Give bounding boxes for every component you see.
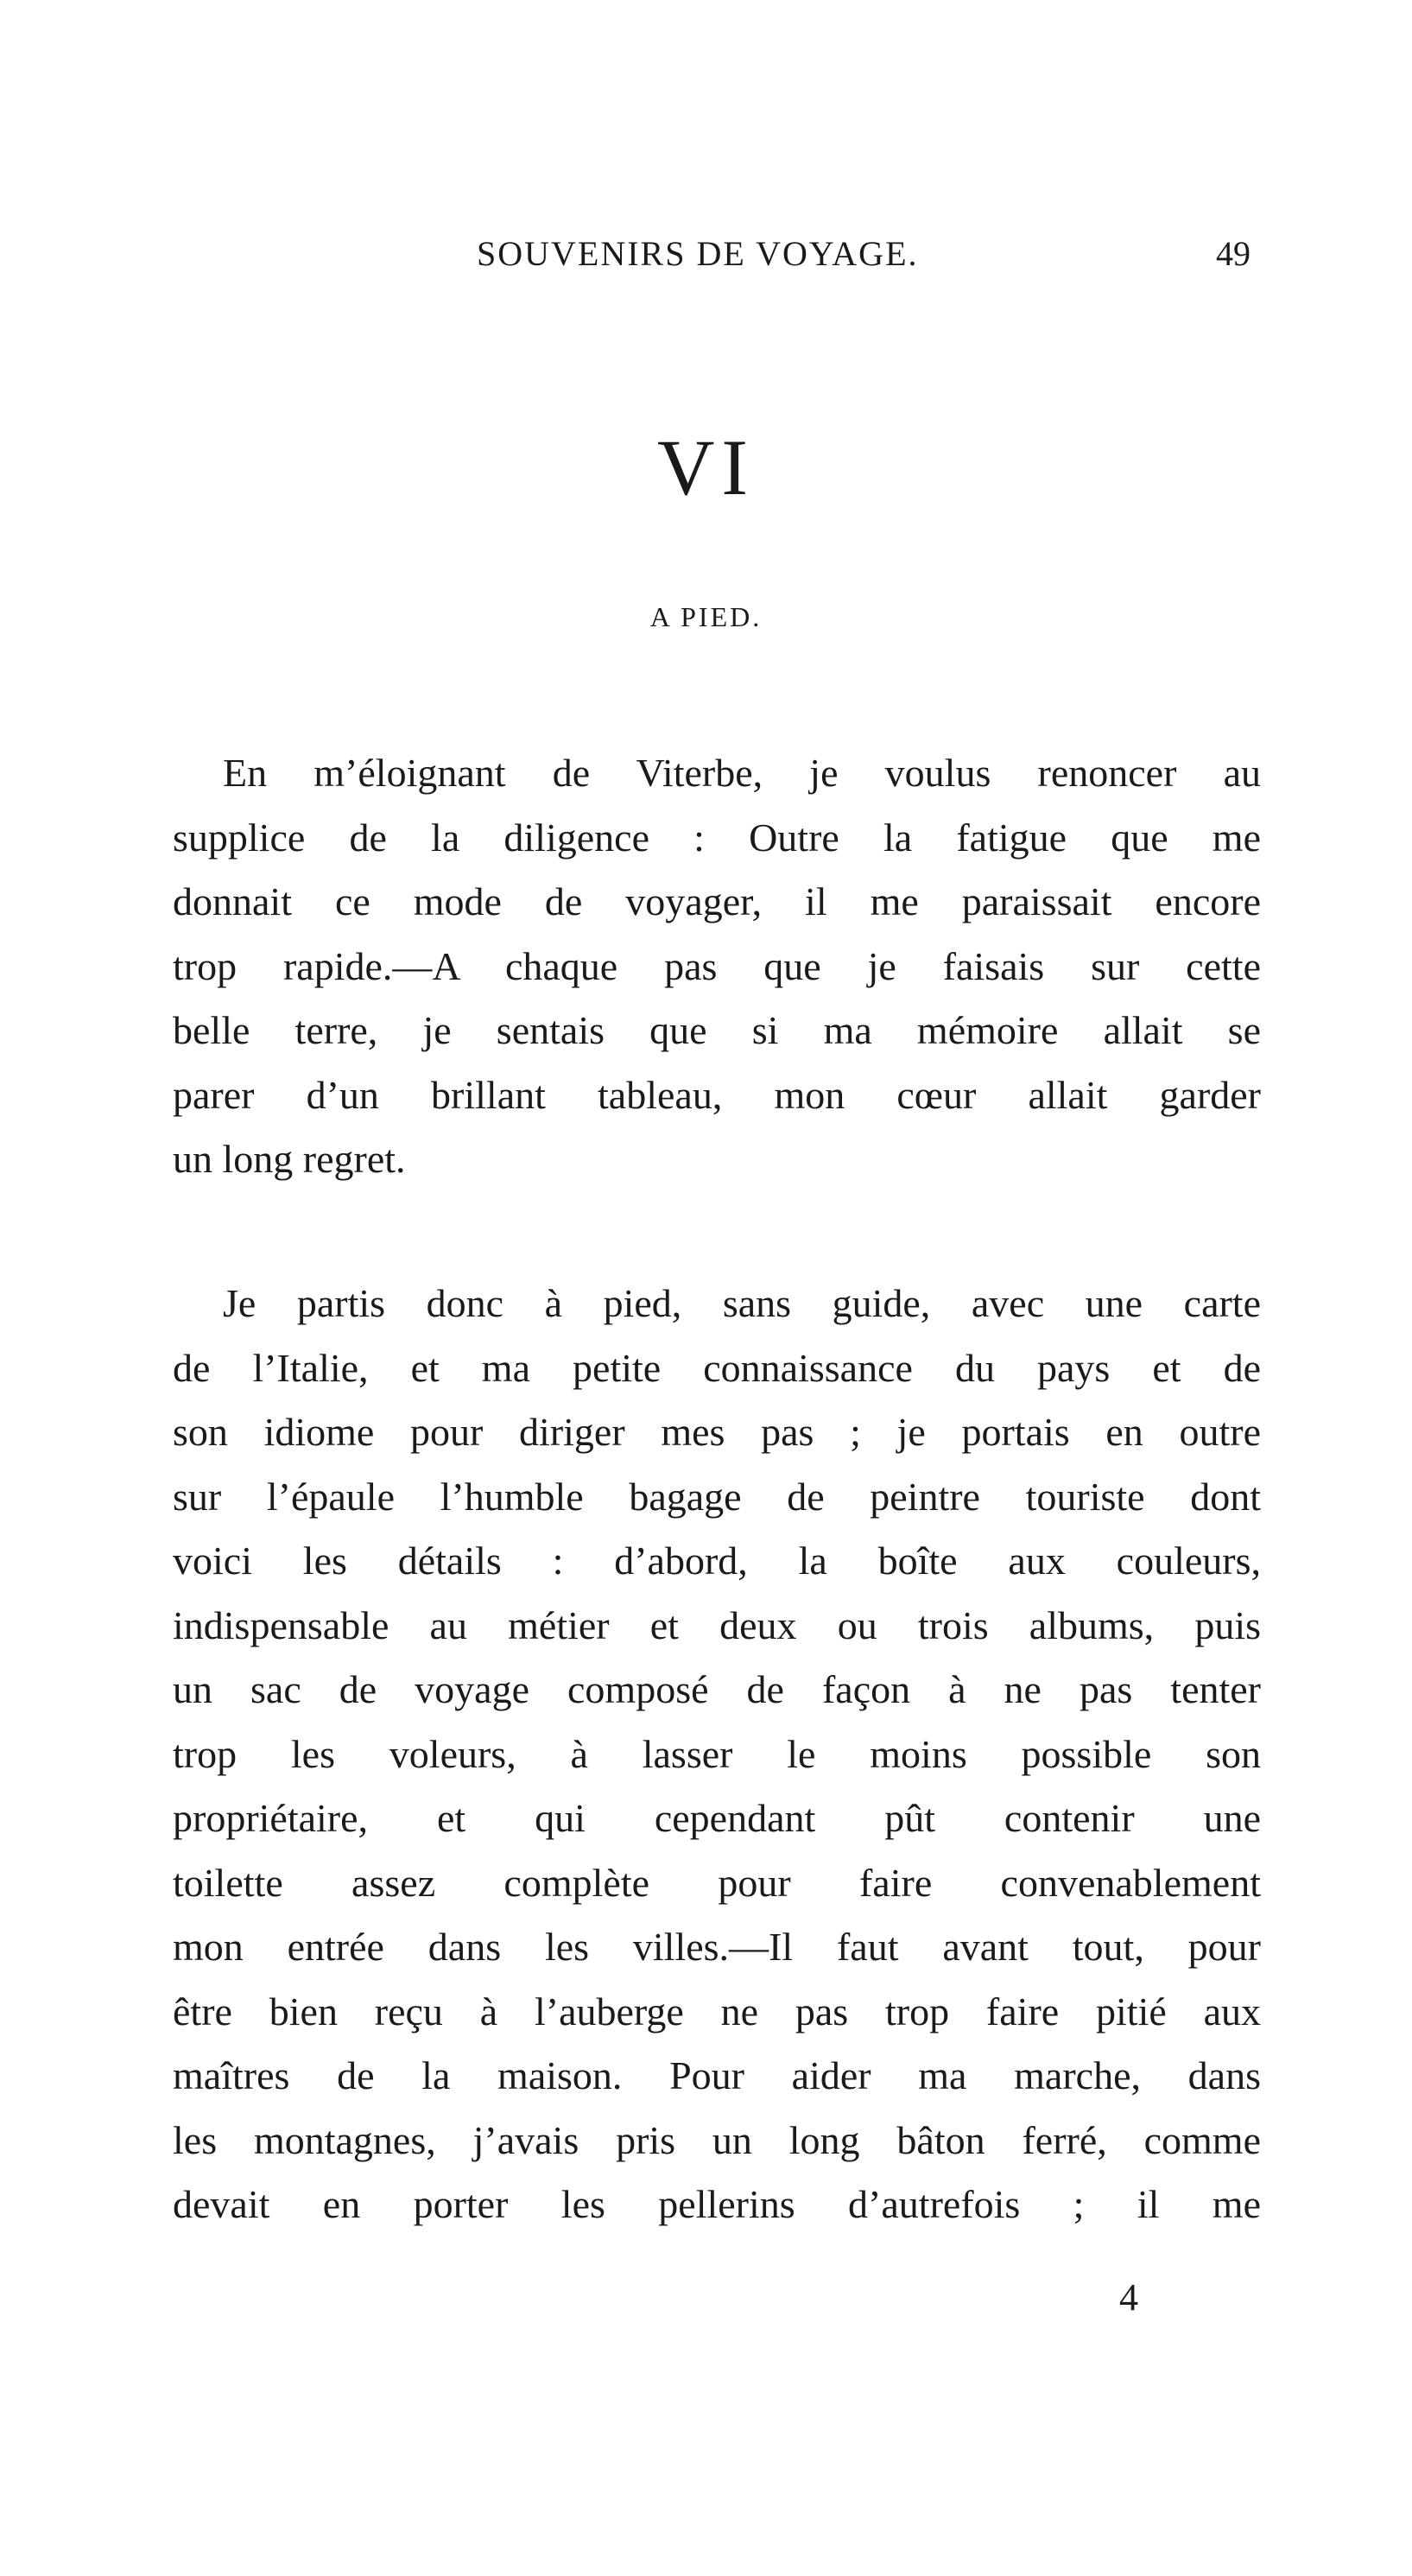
running-head <box>173 233 1261 285</box>
text-line: maîtres de la maison. Pour aider ma marche, dans <box>173 2053 1261 2097</box>
text-line: Je partis donc à pied, sans guide, avec une carte <box>223 1281 1261 1325</box>
text-line: mon entrée dans les villes.—Il faut avant tout, pour <box>173 1925 1261 1969</box>
text-line: être bien reçu à l’auberge ne pas trop faire pitié aux <box>173 1989 1261 2034</box>
text-line: voici les détails : d’abord, la boîte aux couleurs, <box>173 1539 1261 1583</box>
text-line: En m’éloignant de Viterbe, je voulus renoncer au <box>223 751 1261 795</box>
text-line: un long regret. <box>173 1137 406 1181</box>
text-line: devait en porter les pellerins d’autrefois ; il me <box>173 2182 1261 2226</box>
page-number: 49 <box>1216 234 1251 273</box>
paragraph-1 <box>173 741 1261 1192</box>
chapter-number: VI <box>656 423 756 511</box>
text-line: belle terre, je sentais que si ma mémoire allait se <box>173 1008 1261 1052</box>
text-line: propriétaire, et qui cependant pût contenir une <box>173 1796 1261 1840</box>
running-head-title: SOUVENIRS DE VOYAGE. <box>477 234 919 273</box>
text-line: sur l’épaule l’humble bagage de peintre touriste dont <box>173 1474 1261 1519</box>
text-line: son idiome pour diriger mes pas ; je portais en outre <box>173 1410 1261 1454</box>
text-line: parer d’un brillant tableau, mon cœur allait garder <box>173 1072 1261 1117</box>
paragraph-2 <box>173 1272 1261 2237</box>
text-line: indispensable au métier et deux ou trois albums, puis <box>173 1602 1261 1647</box>
chapter-title: A PIED. <box>649 601 763 632</box>
signature-mark: 4 <box>1119 2276 1138 2319</box>
text-line: trop les voleurs, à lasser le moins possible son <box>173 1731 1261 1776</box>
text-line: toilette assez complète pour faire convenablement <box>173 1860 1261 1905</box>
text-line: donnait ce mode de voyager, il me paraissait encore <box>173 879 1261 923</box>
text-line: trop rapide.—A chaque pas que je faisais sur cette <box>173 943 1261 988</box>
text-line: les montagnes, j’avais pris un long bâton ferré, comme <box>173 2117 1261 2162</box>
text-line: supplice de la diligence : Outre la fatigue que me <box>173 815 1261 860</box>
text-line: de l’Italie, et ma petite connaissance du pays et de <box>173 1345 1261 1390</box>
text-line: un sac de voyage composé de façon à ne pas tenter <box>173 1667 1261 1711</box>
